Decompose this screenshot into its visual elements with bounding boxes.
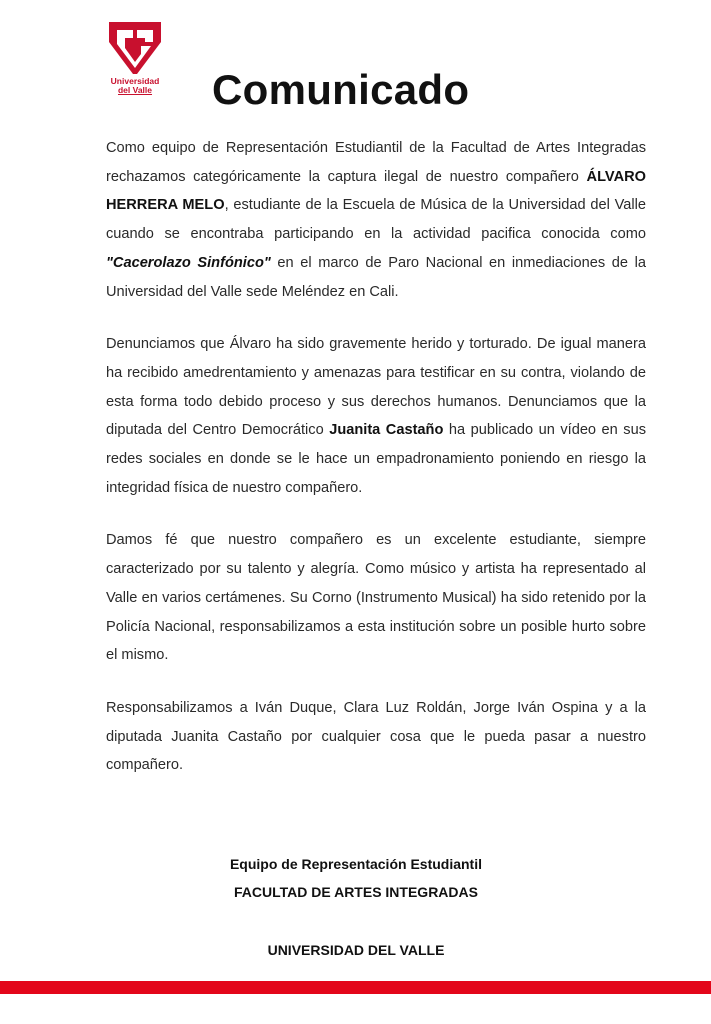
paragraph-segment: Responsabilizamos a Iván Duque, Clara Luz Roldán, Jorge Iván Ospina y a la diputada Juanita Castaño por cualquier cosa que le pueda pasar a nuestro compañero. [106, 699, 646, 774]
signature-team: Equipo de Representación Estudiantil [229, 856, 483, 872]
paragraph-segment: Damos fé que nuestro compañero es un excelente estudiante, siempre caracterizado por su talento y alegría. Como músico y artista ha representado al Valle en varios certámenes. Su Corno (Instrumento Musical) ha sido retenido por la Policía Nacional, responsabilizamos a esta institución sobre un posible hurto sobre el mismo. [106, 532, 646, 664]
paragraph [106, 330, 646, 502]
statement-body [106, 134, 646, 804]
paragraph-segment: ÁLVARO HERRERA MELO [106, 168, 646, 214]
paragraph-segment: Juanita Castaño [329, 422, 444, 439]
logo-line-2: del Valle [117, 85, 153, 95]
signature-faculty: FACULTAD DE ARTES INTEGRADAS [234, 884, 478, 900]
paragraph-segment: Denunciamos que Álvaro ha sido gravemente herido y torturado. De igual manera ha recibido amedrentamiento y amenazas para testificar en su contra, violando de esta forma todo debido proceso y sus derechos humanos. Denunciamos que la diputada del Centro Democrático [106, 336, 646, 439]
footer-red-bar [0, 981, 711, 994]
paragraph-segment: en el marco de Paro Nacional en inmediaciones de la Universidad del Valle sede Meléndez en Cali. [106, 254, 646, 300]
logo-line-1: Universidad [110, 76, 160, 86]
paragraph-segment: "Cacerolazo Sinfónico" [106, 254, 271, 271]
paragraph-segment: Como equipo de Representación Estudiantil de la Facultad de Artes Integradas rechazamos categóricamente la captura ilegal de nuestro compañero [106, 140, 646, 185]
paragraph-segment: , estudiante de la Escuela de Música de la Universidad del Valle cuando se encontraba participando en la actividad pacifica conocida como [106, 197, 646, 243]
signature-block [106, 850, 606, 964]
signature-university: UNIVERSIDAD DEL VALLE [267, 942, 445, 958]
logo-wordmark [103, 77, 167, 95]
paragraph-segment: ha publicado un vídeo en sus redes sociales en donde se le hace un empadronamiento poniendo en riesgo la integridad física de nuestro compañero. [106, 422, 646, 496]
paragraph [106, 694, 646, 780]
page-title: Comunicado [212, 66, 470, 113]
paragraph [106, 526, 646, 670]
university-logo [103, 20, 167, 108]
university-emblem-icon [107, 20, 163, 76]
paragraph [106, 134, 646, 306]
